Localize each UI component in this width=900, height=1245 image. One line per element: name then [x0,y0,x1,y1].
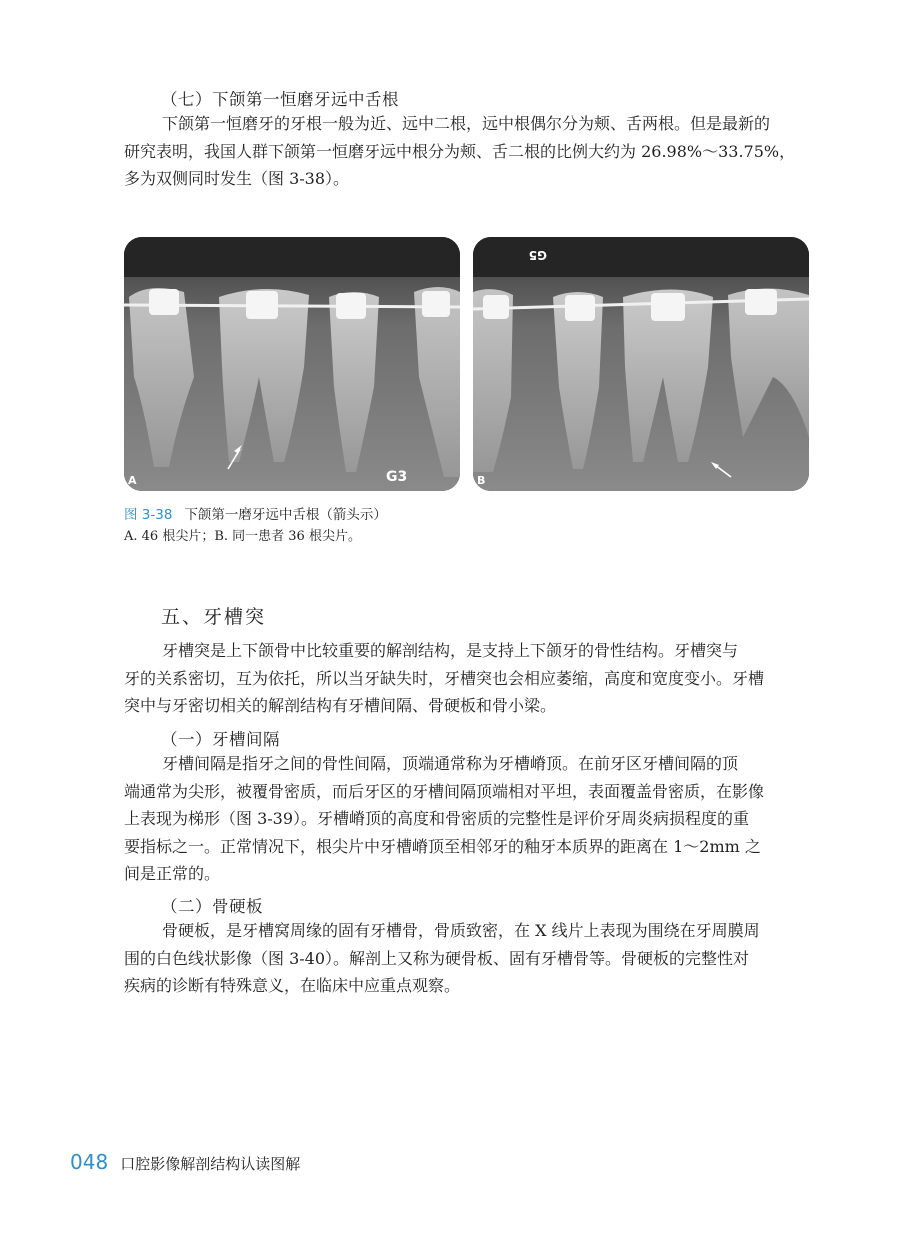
text-line: 研究表明，我国人群下颌第一恒磨牙远中根分为颊、舌二根的比例大约为 26.98%～33.75%， [124,141,796,161]
radiograph-b-image [473,237,809,491]
text-line: 上表现为梯形（图 3-39）。牙槽嵴顶的高度和骨密质的完整性是评价牙周炎病损程度的重 [124,809,750,828]
book-title: 口腔影像解剖结构认读图解 [120,1155,301,1173]
radiograph-b-mark: G5 [528,248,547,262]
text-line: 牙槽间隔是指牙之间的骨性间隔，顶端通常称为牙槽嵴顶。在前牙区牙槽间隔的顶 [162,754,739,773]
text-line: 端通常为尖形，被覆骨密质，而后牙区的牙槽间隔顶端相对平坦，表面覆盖骨密质，在影像 [124,781,765,801]
radiograph-a-mark: G3 [386,469,408,485]
figure-caption-text: 下颌第一磨牙远中舌根（箭头示） [184,507,387,523]
page-footer [70,1150,300,1174]
figure-caption-title [124,503,387,523]
text-line: 疾病的诊断有特殊意义，在临床中应重点观察。 [124,976,461,995]
figure-caption-subtitle: A. 46 根尖片；B. 同一患者 36 根尖片。 [124,529,361,544]
radiograph-a-image [124,237,460,491]
panel-label-b: B [477,474,486,487]
section-heading-distolingual-root: （七）下颌第一恒磨牙远中舌根 [161,90,399,109]
figure-number: 图 3-38 [124,507,173,523]
text-line: 要指标之一。正常情况下，根尖片中牙槽嵴顶至相邻牙的釉牙本质界的距离在 1～2mm 之 [124,836,761,856]
subsection-heading-lamina-dura: （二）骨硬板 [161,897,263,916]
text-line: 下颌第一恒磨牙的牙根一般为近、远中二根，远中根偶尔分为颊、舌两根。但是最新的 [162,114,771,133]
text-line: 骨硬板，是牙槽窝周缘的固有牙槽骨，骨质致密，在 X 线片上表现为围绕在牙周膜周 [162,921,760,940]
paragraph-interalveolar-septum [124,750,810,888]
section-title-alveolar-process: 五、牙槽突 [161,606,267,628]
paragraph-alveolar-process [124,637,810,720]
text-line: 围的白色线状影像（图 3-40）。解剖上又称为硬骨板、固有牙槽骨等。骨硬板的完整性对 [124,948,750,968]
text-line: 间是正常的。 [124,864,221,883]
panel-label-a: A [128,474,137,487]
radiograph-b [473,237,809,491]
subsection-heading-interalveolar-septum: （一）牙槽间隔 [161,730,280,749]
paragraph-distolingual-root [124,110,810,193]
text-line: 牙槽突是上下颌骨中比较重要的解剖结构，是支持上下颌牙的骨性结构。牙槽突与 [162,641,739,660]
text-line: 多为双侧同时发生（图 3-38）。 [124,169,350,188]
text-line: 突中与牙密切相关的解剖结构有牙槽间隔、骨硬板和骨小梁。 [124,696,557,715]
radiograph-a [124,237,460,491]
text-line: 牙的关系密切，互为依托，所以当牙缺失时，牙槽突也会相应萎缩，高度和宽度变小。牙槽 [124,668,765,688]
paragraph-lamina-dura [124,917,810,1000]
page-number: 048 [70,1150,109,1174]
